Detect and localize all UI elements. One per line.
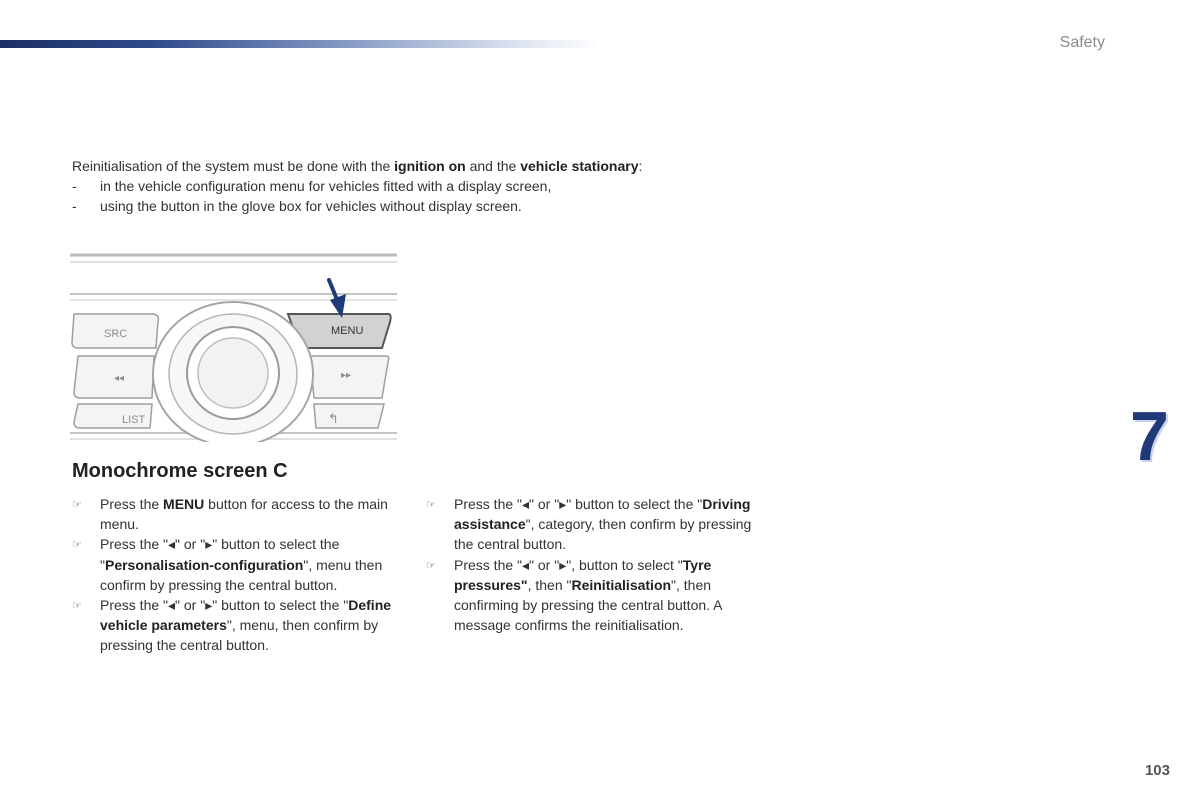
- intro-list-text: using the button in the glove box for vehicles without display screen.: [100, 198, 522, 214]
- section-heading: Monochrome screen C: [72, 460, 288, 482]
- intro-bold-stationary: vehicle stationary: [520, 158, 639, 174]
- step-text: Press the "◂" or "▸", button to select ": [454, 556, 683, 573]
- step-text: , then ": [527, 576, 572, 593]
- step-bold: Tyre pressures": [454, 556, 712, 593]
- src-label: SRC: [104, 328, 128, 340]
- next-label: ▸▸: [341, 370, 352, 381]
- dash-marker: -: [72, 198, 77, 214]
- intro-text: Reinitialisation of the system must be done with the: [72, 158, 395, 174]
- steps-right-column: [426, 494, 766, 635]
- step-text: Press the "◂" or "▸" button to select the ": [100, 597, 349, 614]
- pointing-hand-icon: ☞: [72, 600, 82, 613]
- pointing-hand-icon: ☞: [426, 559, 436, 572]
- pointing-hand-icon: ☞: [426, 499, 436, 511]
- instruction-step: [426, 555, 766, 636]
- instruction-step: [72, 595, 412, 656]
- step-bold: Define vehicle parameters: [100, 597, 392, 634]
- step-bold: Driving assistance: [454, 496, 751, 533]
- steps-left-column: [72, 494, 412, 656]
- step-text: ", category, then confirm by pressing the central button.: [454, 516, 752, 553]
- list-label: LIST: [122, 414, 146, 426]
- section-title: Safety: [1059, 34, 1105, 51]
- step-text: ", menu, then confirm by pressing the central button.: [100, 617, 379, 654]
- step-bold: Personalisation-configuration: [104, 556, 304, 573]
- instruction-step: [72, 534, 412, 595]
- instruction-step: [72, 494, 412, 534]
- intro-text: :: [638, 158, 643, 174]
- page-number: 103: [1144, 762, 1170, 779]
- intro-sentence: [72, 156, 792, 176]
- back-button: [314, 404, 384, 428]
- intro-list-item: [72, 196, 792, 216]
- step-text: Press the "◂" or "▸" button to select the ": [100, 536, 340, 573]
- prev-label: ◂◂: [114, 373, 125, 384]
- step-text: Press the: [100, 496, 164, 512]
- intro-bold-ignition: ignition on: [394, 158, 466, 174]
- intro-paragraph: [72, 156, 792, 216]
- dash-marker: -: [72, 178, 77, 194]
- step-text: button for access to the main menu.: [100, 496, 388, 533]
- audio-panel-illustration: [70, 252, 397, 442]
- step-text: Press the "◂" or "▸" button to select the ": [454, 496, 703, 512]
- step-bold: Reinitialisation: [571, 576, 672, 593]
- back-label: ↰: [328, 412, 339, 427]
- intro-list-text: in the vehicle configuration menu for vehicles fitted with a display screen,: [100, 178, 552, 194]
- instruction-step: [426, 494, 766, 555]
- pointing-hand-icon: ☞: [72, 499, 82, 511]
- pointing-hand-icon: ☞: [72, 539, 82, 552]
- chapter-number: 7: [1130, 397, 1169, 475]
- step-bold: MENU: [163, 496, 205, 512]
- intro-text: and the: [465, 158, 521, 174]
- intro-list-item: [72, 176, 792, 196]
- step-text: ", then confirming by pressing the central button. A message confirms the reinitialisation.: [454, 576, 722, 634]
- header-color-bar: [0, 40, 600, 48]
- menu-label: MENU: [331, 325, 364, 337]
- step-text: ", menu then confirm by pressing the central button.: [100, 556, 383, 593]
- audio-panel-svg: [70, 252, 397, 442]
